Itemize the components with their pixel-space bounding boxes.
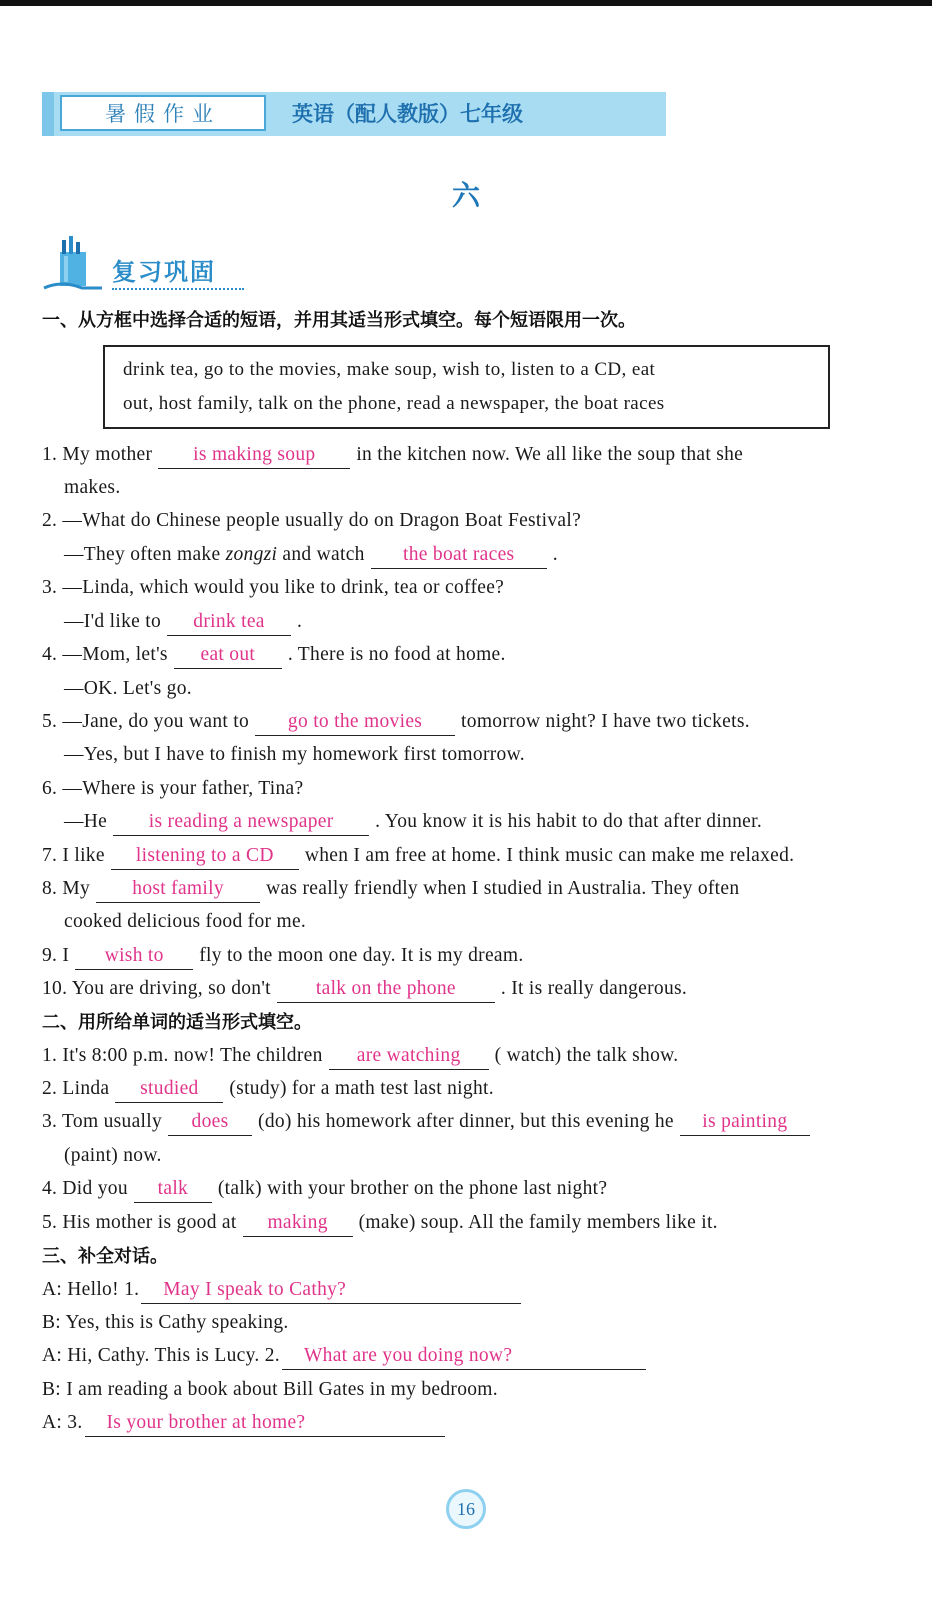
question-line (42, 1074, 494, 1104)
question-line (42, 941, 524, 971)
pencil-cup-icon (42, 234, 104, 292)
answer-blank: wish to (75, 943, 193, 970)
question-text: makes. (64, 477, 121, 498)
answer-blank: talk (134, 1176, 212, 1203)
page-header (42, 92, 666, 136)
answer-blank: studied (115, 1076, 223, 1103)
dialogue-text: A: Hi, Cathy. This is Lucy. 2. (42, 1345, 280, 1366)
question-text: tomorrow night? I have two tickets. (461, 711, 750, 732)
answer-blank: What are you doing now? (282, 1343, 646, 1370)
question-text: 4. —Mom, let's (42, 644, 168, 665)
phrase-box-line: drink tea, go to the movies, make soup, wish to, listen to a CD, eat (123, 359, 656, 380)
question-line (64, 607, 302, 637)
question-text: 8. My (42, 878, 91, 899)
question-line (64, 807, 762, 837)
answer-blank: host family (96, 876, 260, 903)
question-line (42, 1107, 816, 1137)
question-text: 9. I (42, 945, 70, 966)
section-2-heading: 二、用所给单词的适当形式填空。 (42, 1012, 312, 1033)
question-text: . (552, 544, 558, 565)
question-text: fly to the moon one day. It is my dream. (199, 945, 524, 966)
question-line (42, 774, 303, 804)
section-1-heading: 一、从方框中选择合适的短语，并用其适当形式填空。每个短语限用一次。 (42, 310, 636, 331)
question-line (42, 841, 794, 871)
question-text: —He (64, 811, 108, 832)
question-text: (talk) with your brother on the phone last night? (217, 1178, 608, 1199)
question-text: . There is no food at home. (287, 644, 506, 665)
question-text: 10. You are driving, so don't (42, 978, 271, 999)
italic-word: zongzi (225, 544, 278, 565)
question-text: . You know it is his habit to do that after dinner. (375, 811, 763, 832)
question-line (42, 506, 581, 536)
dialogue-line (42, 1308, 289, 1338)
question-text: (study) for a math test last night. (229, 1078, 494, 1099)
answer-blank: go to the movies (255, 709, 455, 736)
question-line (42, 640, 506, 670)
question-text: (make) soup. All the family members like it. (358, 1212, 718, 1233)
dialogue-text: A: 3. (42, 1412, 83, 1433)
question-line (42, 1208, 718, 1238)
question-line (42, 573, 504, 603)
answer-blank: eat out (174, 642, 282, 669)
answer-blank: is making soup (158, 442, 350, 469)
question-line (42, 1041, 678, 1071)
dialogue-line (42, 1408, 451, 1438)
answer-blank: listening to a CD (111, 843, 299, 870)
question-text: 3. —Linda, which would you like to drink, tea or coffee? (42, 577, 505, 598)
question-line (64, 540, 558, 570)
answer-blank: drink tea (167, 609, 291, 636)
question-line (64, 740, 525, 770)
question-text: and watch (277, 544, 365, 565)
dialogue-text: A: Hello! 1. (42, 1279, 140, 1300)
header-book-label: 暑假作业 (60, 95, 266, 131)
dialogue-line (42, 1375, 498, 1405)
question-text: when I am free at home. I think music can make me relaxed. (304, 845, 795, 866)
question-text: 5. His mother is good at (42, 1212, 237, 1233)
question-text: 1. It's 8:00 p.m. now! The children (42, 1045, 323, 1066)
question-text: (do) his homework after dinner, but this evening he (258, 1111, 674, 1132)
answer-blank: are watching (329, 1043, 489, 1070)
question-line (64, 907, 306, 937)
question-text: . (297, 611, 303, 632)
dialogue-line (42, 1341, 652, 1371)
question-text: 5. —Jane, do you want to (42, 711, 250, 732)
phrase-box (103, 345, 830, 429)
question-text: —I'd like to (64, 611, 162, 632)
question-text: . It is really dangerous. (500, 978, 688, 999)
question-line (64, 1141, 162, 1171)
answer-blank: the boat races (371, 542, 547, 569)
question-text: was really friendly when I studied in Australia. They often (266, 878, 740, 899)
question-text: 7. I like (42, 845, 105, 866)
question-text: ( watch) the talk show. (494, 1045, 679, 1066)
dialogue-text: B: Yes, this is Cathy speaking. (42, 1312, 289, 1333)
question-text: —They often make (64, 544, 226, 565)
top-rule (0, 0, 932, 6)
review-section-label: 复习巩固 (112, 258, 216, 286)
question-text: (paint) now. (64, 1145, 162, 1166)
question-line (42, 874, 739, 904)
answer-blank: May I speak to Cathy? (141, 1277, 521, 1304)
answer-blank: is reading a newspaper (113, 809, 369, 836)
question-text: 2. Linda (42, 1078, 110, 1099)
question-text: —Yes, but I have to finish my homework first tomorrow. (64, 744, 525, 765)
answer-blank: does (168, 1109, 252, 1136)
question-line (64, 473, 121, 503)
question-text: 1. My mother (42, 444, 153, 465)
phrase-box-line: out, host family, talk on the phone, read a newspaper, the boat races (123, 393, 665, 414)
question-line (42, 707, 750, 737)
header-subject: 英语（配人教版）七年级 (292, 102, 523, 126)
header-stripe (42, 92, 54, 136)
answer-blank: making (243, 1210, 353, 1237)
question-text: 4. Did you (42, 1178, 128, 1199)
question-text: 3. Tom usually (42, 1111, 163, 1132)
answer-blank: Is your brother at home? (85, 1410, 445, 1437)
answer-blank: is painting (680, 1109, 810, 1136)
question-text: —OK. Let's go. (64, 678, 192, 699)
review-underline (112, 288, 244, 290)
dialogue-text: B: I am reading a book about Bill Gates in my bedroom. (42, 1379, 498, 1400)
question-line (64, 674, 192, 704)
answer-blank: talk on the phone (277, 976, 495, 1003)
lesson-title: 六 (451, 179, 480, 212)
question-text: cooked delicious food for me. (64, 911, 307, 932)
question-text: 6. —Where is your father, Tina? (42, 778, 304, 799)
question-line (42, 1174, 607, 1204)
question-text: in the kitchen now. We all like the soup that she (356, 444, 744, 465)
question-text: 2. —What do Chinese people usually do on Dragon Boat Festival? (42, 510, 582, 531)
question-line (42, 440, 743, 470)
question-line (42, 974, 687, 1004)
dialogue-line (42, 1275, 527, 1305)
section-3-heading: 三、补全对话。 (42, 1246, 168, 1267)
page-number: 16 (446, 1489, 486, 1529)
